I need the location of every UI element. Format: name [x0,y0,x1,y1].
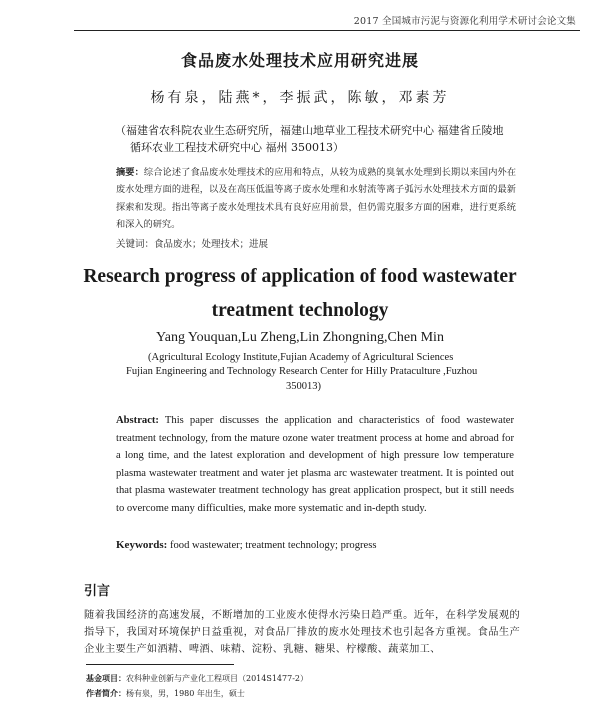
footnote-fund-text: 农科种业创新与产业化工程项目（2014S1477-2） [126,674,308,683]
chinese-affiliation-line-1: （福建省农科院农业生态研究所，福建山地草业工程技术研究中心 福建省丘陵地 [115,124,504,137]
chinese-affiliation-line-2: 循环农业工程技术研究中心 福州 350013） [130,141,344,154]
english-title-line-1: Research progress of application of food wastewater [83,266,517,287]
footnote-fund [86,673,308,684]
english-abstract [116,412,514,518]
chinese-title: 食品废水处理技术应用研究进展 [180,51,419,70]
introduction-paragraph: 随着我国经济的高速发展，不断增加的工业废水使得水污染日趋严重。近年，在科学发展观的指导下，我国对环境保护日益重视，对食品厂排放的废水处理技术也引起各方重视。食品生产企业主要生产如酒精、啤酒、味精、淀粉、乳糖、糖果、柠檬酸、蔬菜加工、 [84,610,520,656]
running-head: 2017 全国城市污泥与资源化利用学术研讨会论文集 [353,16,576,27]
footnote-fund-label: 基金项目： [86,673,126,683]
chinese-keywords [116,236,268,250]
footnote-rule [86,664,234,665]
english-abstract-label: Abstract: [116,415,159,426]
section-heading-introduction: 引言 [84,584,111,599]
english-keywords-label: Keywords: [116,539,168,551]
chinese-abstract-label: 摘要： [116,167,144,178]
english-keywords [116,539,377,551]
english-keywords-text: food wastewater; treatment technology; progress [167,540,377,551]
chinese-authors: 杨有泉，陆燕*，李振武，陈敏，邓素芳 [150,90,450,106]
english-authors: Yang Youquan,Lu Zheng,Lin Zhongning,Chen Min [156,330,444,345]
english-affiliation-line-2: Fujian Engineering and Technology Research Center for Hilly Prataculture ,Fuzhou [126,366,478,377]
chinese-abstract [116,164,516,234]
chinese-keywords-label: 关键词： [116,239,155,250]
english-abstract-text: This paper discusses the application and characteristics of food wastewater treatment technology, from the mature ozone water treatment process at home and abroad for a long time, and the latest exploration and development of high pressure low temperature plasma wastewater treatment and water jet plasma arc wastewater treatment. It is pointed out that plasma wastewater treatment technology has great application prospect, but it still needs to overcome many difficulties, make more systematic and in-depth study. [116,415,514,514]
footnote-author-label: 作者简介： [86,688,126,698]
english-affiliation-line-3: 350013) [286,381,321,392]
chinese-abstract-text: 综合论述了食品废水处理技术的应用和特点，从较为成熟的臭氧水处理到长期以来国内外在废水处理方面的进程，以及在高压低温等离子废水处理和水射流等离子弧污水处理技术方面的最新探索和发现。指出等离子废水处理技术具有良好应用前景，但仍需克服多方面的困难，进行更系统和深入的研究。 [116,167,517,231]
footnote-author [86,688,245,699]
footnote-author-text: 杨有泉，男，1980 年出生，硕士 [126,689,245,698]
english-affiliation-line-1: (Agricultural Ecology Institute,Fujian Academy of Agricultural Sciences [148,352,454,363]
english-title-line-2: treatment technology [211,300,389,321]
chinese-keywords-text: 食品废水；处理技术；进展 [154,239,269,250]
header-rule [74,30,580,31]
